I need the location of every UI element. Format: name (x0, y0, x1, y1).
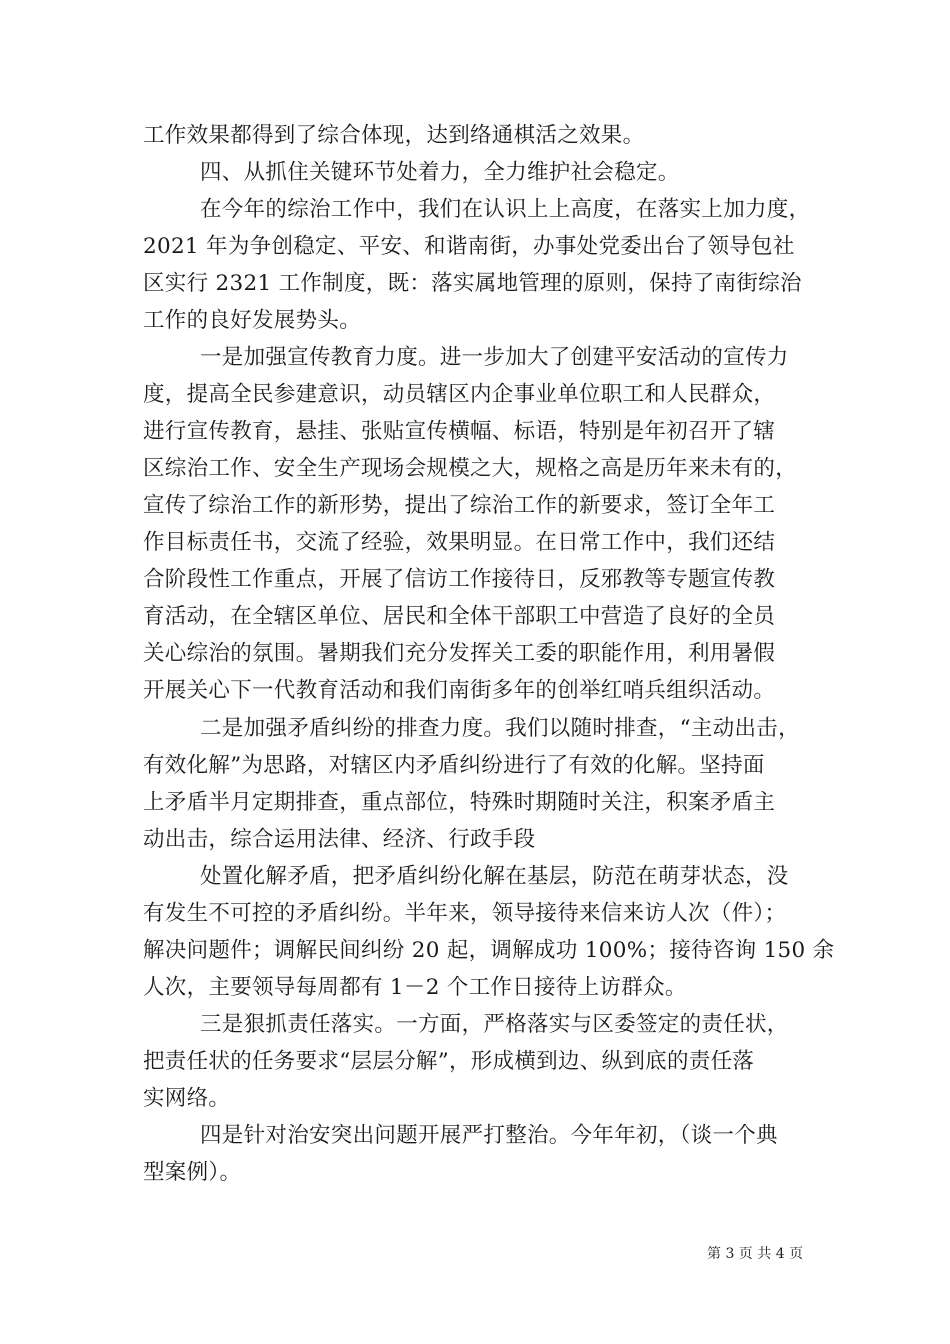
text-line: 进行宣传教育，悬挂、张贴宣传横幅、标语，特别是年初召开了辖 (143, 419, 776, 444)
text-line: 四是针对治安突出问题开展严打整治。今年年初，（谈一个典 (200, 1123, 778, 1148)
section-heading: 四、从抓住关键环节处着力，全力维护社会稳定。 (200, 160, 680, 185)
text-line: 区综治工作、安全生产现场会规模之大，规格之高是历年来未有的， (143, 456, 798, 481)
text-line: 关心综治的氛围。暑期我们充分发挥关工委的职能作用，利用暑假 (143, 641, 776, 666)
text-line: 在今年的综治工作中，我们在认识上上高度，在落实上加力度， (200, 197, 811, 222)
text-line: 区实行 2321 工作制度，既：落实属地管理的原则，保持了南街综治 (143, 271, 802, 296)
text-line: 宣传了综治工作的新形势，提出了综治工作的新要求，签订全年工 (143, 493, 776, 518)
text-line: 度，提高全民参建意识，动员辖区内企事业单位职工和人民群众， (143, 382, 776, 407)
text-line: 人次，主要领导每周都有 1－2 个工作日接待上访群众。 (143, 975, 687, 1000)
text-line: 作目标责任书，交流了经验，效果明显。在日常工作中，我们还结 (143, 530, 776, 555)
text-line: 解决问题件；调解民间纠纷 20 起，调解成功 100%；接待咨询 150 余 (143, 938, 835, 963)
text-line: 合阶段性工作重点，开展了信访工作接待日，反邪教等专题宣传教 (143, 567, 776, 592)
text-line: 工作的良好发展势头。 (143, 308, 362, 333)
text-line: 有发生不可控的矛盾纠纷。半年来，领导接待来信来访人次（件）； (143, 901, 787, 926)
text-line: 2021 年为争创稳定、平安、和谐南街，办事处党委出台了领导包社 (143, 234, 795, 259)
text-line: 育活动，在全辖区单位、居民和全体干部职工中营造了良好的全员 (143, 604, 776, 629)
text-line: 把责任状的任务要求“层层分解”，形成横到边、纵到底的责任落 (143, 1049, 755, 1074)
text-line: 有效化解”为思路，对辖区内矛盾纠纷进行了有效的化解。坚持面 (143, 753, 765, 778)
text-line: 处置化解矛盾，把矛盾纠纷化解在基层，防范在萌芽状态，没 (200, 864, 789, 889)
text-line: 上矛盾半月定期排查，重点部位，特殊时期随时关注，积案矛盾主 (143, 790, 776, 815)
text-line: 实网络。 (143, 1086, 231, 1111)
text-line: 动出击，综合运用法律、经济、行政手段 (143, 827, 536, 852)
text-line: 型案例）。 (143, 1160, 242, 1185)
text-line: 一是加强宣传教育力度。进一步加大了创建平安活动的宣传力 (200, 345, 789, 370)
text-line: 工作效果都得到了综合体现，达到络通棋活之效果。 (143, 123, 645, 148)
page-number-footer: 第 3 页 共 4 页 (707, 1246, 804, 1262)
text-line: 三是狠抓责任落实。一方面，严格落实与区委签定的责任状， (200, 1012, 789, 1037)
text-line: 开展关心下一代教育活动和我们南街多年的创举红哨兵组织活动。 (143, 678, 776, 703)
text-line: 二是加强矛盾纠纷的排查力度。我们以随时排查，“主动出击， (200, 716, 800, 741)
